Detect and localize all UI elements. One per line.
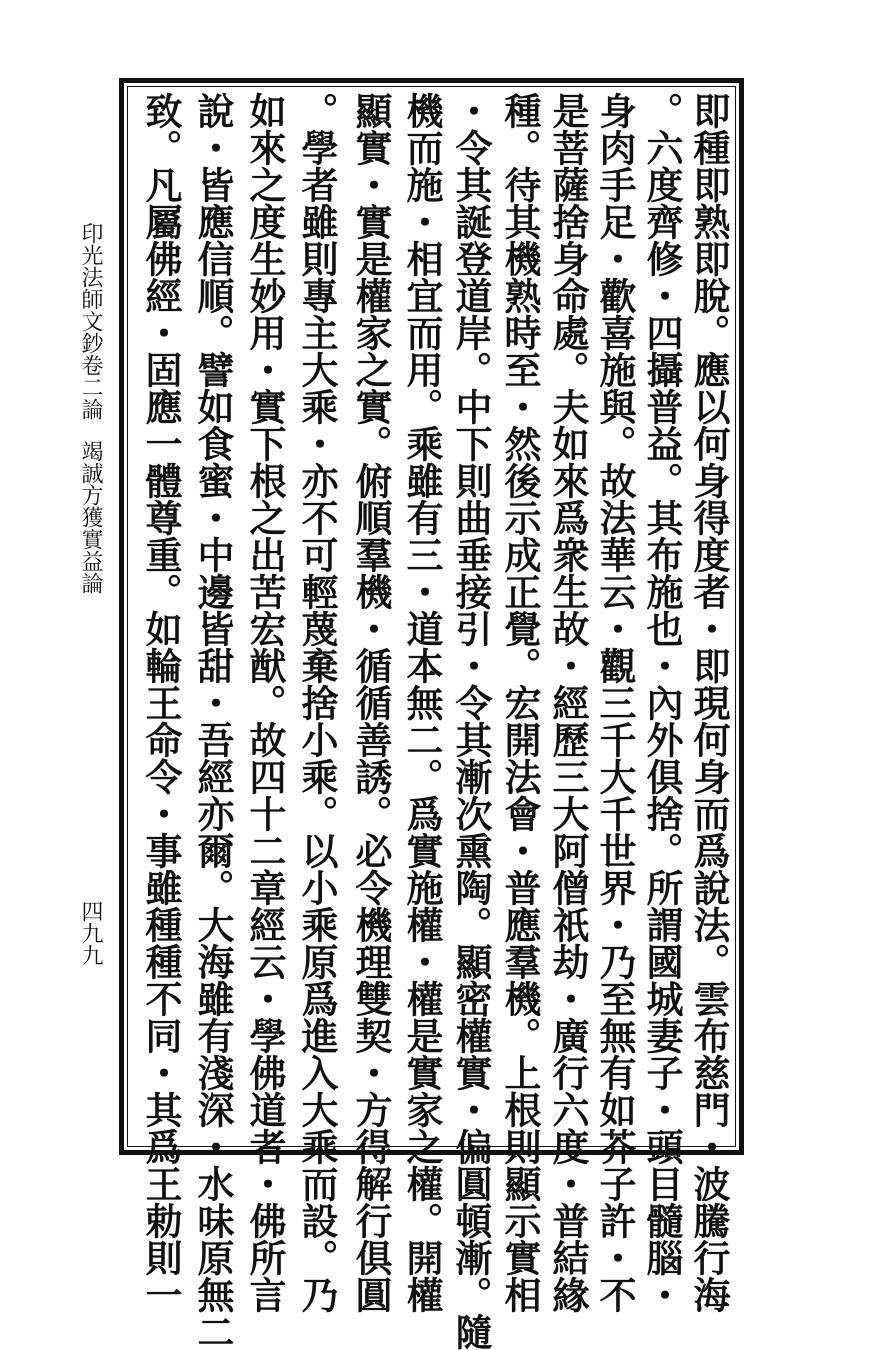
book-title: 印光法師文鈔卷二 <box>78 222 103 398</box>
text-column-2: 。六度齊修・四攝普益。其布施也・內外俱捨。所謂國城妻子・頭目髓腦・ <box>640 92 684 1313</box>
text-column-4: 是菩薩捨身命處。夫如來爲衆生故・經歷三大阿僧祇劫・廣行六度・普結緣 <box>546 92 590 1313</box>
text-column-11: 說・皆應信順。譬如食蜜・中邊皆甜・吾經亦爾。大海雖有淺深・水味原無二 <box>191 92 235 1350</box>
essay-title: 竭誠方獲實益論 <box>78 440 103 594</box>
text-column-3: 身肉手足・歡喜施與。故法華云・觀三千大千世界・乃至無有如芥子許・不 <box>593 92 637 1313</box>
page-number: 四九九 <box>78 900 103 966</box>
text-column-5: 種。待其機熟時至・然後示成正覺。宏開法會・普應羣機。上根則顯示實相 <box>498 92 542 1313</box>
text-column-10: 如來之度生妙用・實下根之出苦宏猷。故四十二章經云・學佛道者・佛所言 <box>243 92 287 1313</box>
text-column-6: ・令其誕登道岸。中下則曲垂接引・令其漸次熏陶。顯密權實・偏圓頓漸。隨 <box>449 92 493 1350</box>
section-label: 論 <box>78 398 103 420</box>
text-column-7: 機而施・相宜而用。乘雖有三・道本無二。爲實施權・權是實家之權。開權 <box>400 92 444 1313</box>
text-column-9: 。學者雖則專主大乘・亦不可輕蔑棄捨小乘。以小乘原爲進入大乘而設。乃 <box>295 92 339 1313</box>
text-column-1: 即種即熟即脫。應以何身得度者・即現何身而爲說法。雲布慈門・波騰行海 <box>687 92 731 1313</box>
text-column-12: 致。凡屬佛經・固應一體尊重。如輪王命令・事雖種種不同・其爲王勅則一 <box>139 92 183 1313</box>
text-column-8: 顯實・實是權家之實。俯順羣機・循循善誘。必令機理雙契・方得解行俱圓 <box>349 92 393 1313</box>
